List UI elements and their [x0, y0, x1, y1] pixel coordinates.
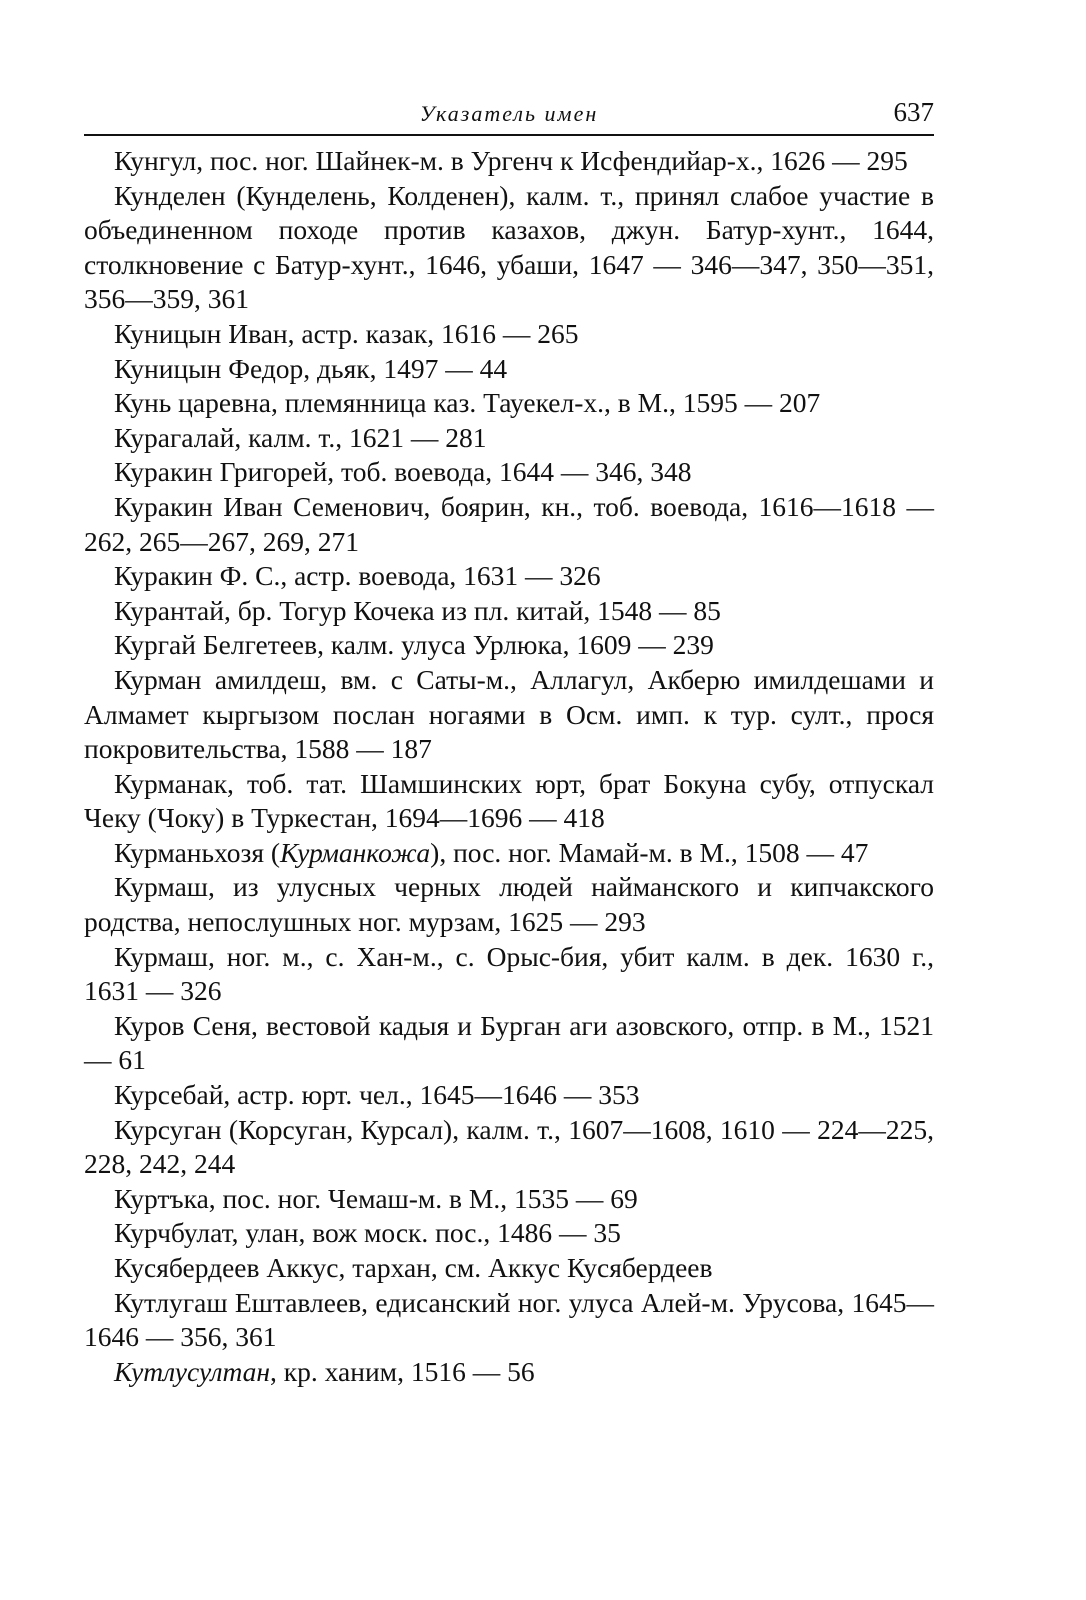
index-entry	[84, 490, 934, 559]
index-entry	[84, 386, 934, 421]
index-entry	[84, 1078, 934, 1113]
index-entry	[84, 1216, 934, 1251]
entry-italic-name: Курманкожа	[280, 836, 431, 868]
index-entry	[84, 1286, 934, 1355]
index-entry	[84, 179, 934, 317]
entry-text: Кунь царевна, племянница каз. Тауекел-х., в М., 1595 — 207	[114, 387, 821, 419]
index-entry	[84, 767, 934, 836]
entry-text: Куницын Федор, дьяк, 1497 — 44	[114, 352, 508, 384]
index-entry	[84, 144, 934, 179]
entry-italic-name: Кутлусултан	[114, 1355, 271, 1387]
entry-text: ), пос. ног. Мамай-м. в М., 1508 — 47	[430, 836, 869, 868]
entry-lead: Курманьхозя (	[114, 836, 281, 868]
entry-text: Кунделен (Кунделень, Колденен), калм. т., принял слабое участие в объединенном походе против казахов, джун. Батур-хунт., 1644, столкновение с Батур-хунт., 1646, убаши, 1647 — 346—347, 350—351, 356—359, 361	[84, 179, 934, 315]
index-entry	[84, 594, 934, 629]
index-entry	[84, 455, 934, 490]
entry-text: Курагалай, калм. т., 1621 — 281	[114, 421, 487, 453]
index-entry	[84, 421, 934, 456]
index-entry	[84, 559, 934, 594]
index-entry	[84, 628, 934, 663]
index-entry	[84, 940, 934, 1009]
page-number: 637	[893, 97, 934, 127]
entry-text: Курмаш, из улусных черных людей найманского и кипчакского родства, непослушных ног. мурзам, 1625 — 293	[84, 871, 934, 938]
running-head-title: Указатель имен	[419, 101, 599, 126]
entry-text: Курсуган (Корсуган, Курсал), калм. т., 1607—1608, 1610 — 224—225, 228, 242, 244	[84, 1113, 934, 1180]
index-entries	[84, 144, 934, 1389]
entry-text: Курсебай, астр. юрт. чел., 1645—1646 — 353	[114, 1079, 640, 1111]
index-entry	[84, 1355, 934, 1390]
entry-text: Куракин Иван Семенович, боярин, кн., тоб. воевода, 1616—1618 — 262, 265—267, 269, 271	[84, 490, 934, 557]
entry-text: Куров Сеня, вестовой кадыя и Бурган аги азовского, отпр. в М., 1521 — 61	[84, 1009, 934, 1076]
entry-text: Кургай Белгетеев, калм. улуса Урлюка, 1609 — 239	[114, 629, 714, 661]
entry-text: Куницын Иван, астр. казак, 1616 — 265	[114, 317, 579, 349]
entry-text: Кунгул, пос. ног. Шайнек-м. в Ургенч к Исфендийар-х., 1626 — 295	[114, 145, 908, 176]
entry-text: Курчбулат, улан, вож моск. пос., 1486 — 35	[114, 1217, 621, 1249]
entry-text: Курман амилдеш, вм. с Саты-м., Аллагул, Акберю имилдешами и Алмамет кыргызом послан ногаями в Осм. имп. к тур. султ., прося покровительства, 1588 — 187	[84, 663, 934, 765]
index-entry	[84, 663, 934, 767]
index-entry	[84, 836, 934, 871]
entry-text: Курантай, бр. Тогур Кочека из пл. китай, 1548 — 85	[114, 594, 721, 626]
entry-text: Кусябердеев Аккус, тархан, см. Аккус Кусябердеев	[114, 1252, 713, 1283]
entry-text: Куракин Григорей, тоб. воевода, 1644 — 346, 348	[114, 456, 692, 488]
index-entry	[84, 317, 934, 352]
index-entry	[84, 1113, 934, 1182]
running-head	[84, 94, 934, 136]
entry-text: Курмаш, ног. м., с. Хан-м., с. Орыс-бия, убит калм. в дек. 1630 г., 1631 — 326	[84, 940, 934, 1007]
entry-text: Курманак, тоб. тат. Шамшинских юрт, брат Бокуна субу, отпускал Чеку (Чоку) в Туркестан, 1694—1696 — 418	[84, 767, 934, 834]
index-entry	[84, 1182, 934, 1217]
index-entry	[84, 870, 934, 939]
entry-text: Куртъка, пос. ног. Чемаш-м. в М., 1535 — 69	[114, 1182, 638, 1214]
index-entry	[84, 1251, 934, 1286]
index-entry	[84, 352, 934, 387]
entry-text: , кр. ханим, 1516 — 56	[270, 1355, 535, 1387]
index-entry	[84, 1009, 934, 1078]
entry-text: Кутлугаш Ештавлеев, едисанский ног. улуса Алей-м. Урусова, 1645—1646 — 356, 361	[84, 1286, 934, 1353]
entry-text: Куракин Ф. С., астр. воевода, 1631 — 326	[114, 560, 601, 592]
index-page	[84, 94, 934, 1389]
